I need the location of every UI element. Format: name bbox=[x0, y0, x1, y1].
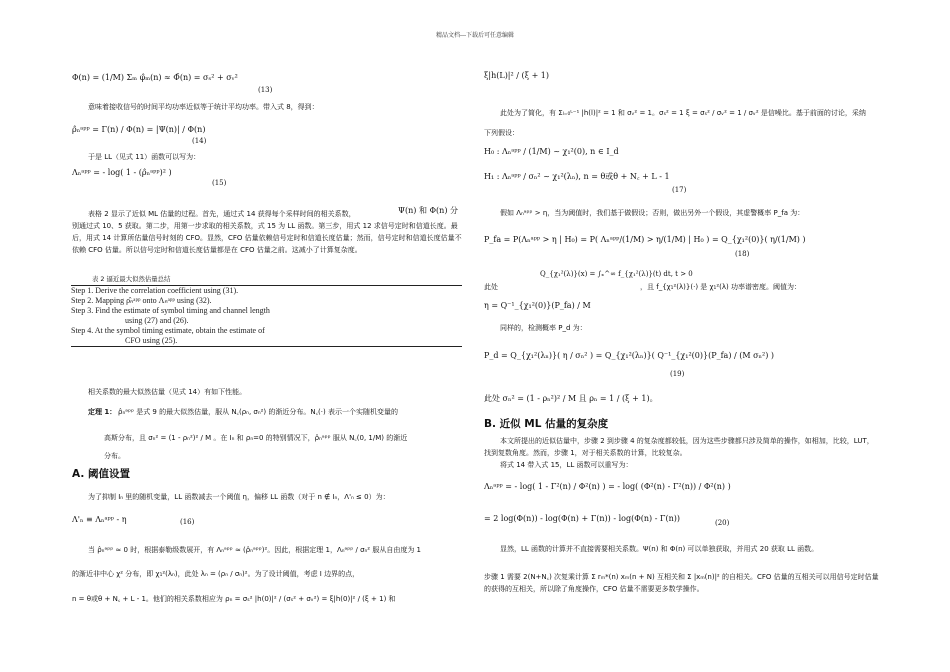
equation-18-number: (18) bbox=[735, 250, 750, 258]
equation-17-number: (17) bbox=[672, 186, 687, 194]
right-paragraph-6: 此处 σₙ² = (1 - ρₙ²)² / M 且 ρₙ = 1 / (ξ + 1)。 bbox=[484, 394, 658, 403]
equation-14: ρ̂ₙᵃᵖᵖ = Γ(n) / Φ(n) = |Ψ(n)| / Φ(n) bbox=[72, 125, 206, 134]
right-paragraph-4a: 此处 bbox=[484, 283, 498, 291]
equation-13-number: (13) bbox=[258, 86, 273, 94]
right-paragraph-3: 假如 Λₙᵃᵖᵖ > η，当为阈值时，我们基于做假设；否则，做出另外一个假设，其虚警概率 P_fa 为： bbox=[500, 209, 805, 217]
right-paragraph-5: 同样的，检测概率 P_d 为： bbox=[500, 324, 587, 332]
equation-19-number: (19) bbox=[670, 370, 685, 378]
paragraph-2: 于是 LL（见式 11）函数可以写为： bbox=[88, 153, 201, 161]
right-paragraph-2: 下列假设： bbox=[484, 129, 519, 137]
equation-19: P_d = Q_{χ₁²(λₙ)}( η / σₙ² ) = Q_{χ₁²(λₙ)}( Q⁻¹_{χ₁²(0)}(P_fa) / (M σₙ²) ) bbox=[484, 351, 774, 360]
theorem-label: 定理 1： bbox=[88, 408, 117, 416]
right-paragraph-1: 此处为了简化，有 Σₗ₌₀ᴸ⁻¹ |h(l)|² = 1 和 σᵥ² = 1。σₛ² = 1 ξ = σₛ² / σᵥ² = 1 / σᵥ² 是信噪比。基于前面的讨论，采纳 bbox=[500, 109, 866, 117]
table-step-2: Step 2. Mapping ρ̂ₙᵃᵖᵖ onto Λₙᵃᵖᵖ using (32). bbox=[71, 296, 212, 305]
paragraph-6-line3: n = θ或θ + N꜀ + L - 1。他们的相关系数相应为 ρₙ = σₛ² |h(0)|² / (σₛ² + σᵥ²) = ξ|h(0)|² / (ξ + 1) 和 bbox=[72, 595, 396, 603]
equation-15: Λₙᵃᵖᵖ = - log( 1 - (ρ̂ₙᵃᵖᵖ)² ) bbox=[72, 168, 172, 177]
theorem-line-2: 高斯分布，且 σₙ² = (1 - ρₙ²)² / M 。在 Iₙ 和 ρₙ=0 的特别情况下，ρ̂ₙᵃᵖᵖ 服从 N꜀(0, 1/M) 的渐近 bbox=[104, 434, 408, 442]
right-paragraph-9: 显然，LL 函数的计算并不直接需要相关系数。Ψ(n) 和 Φ(n) 可以单独获取，并用式 20 获取 LL 函数。 bbox=[500, 545, 819, 553]
table-step-4: Step 4. At the symbol timing estimate, obtain the estimate of bbox=[71, 326, 265, 335]
section-b-heading: B. 近似 ML 估量的复杂度 bbox=[484, 418, 609, 430]
right-paragraph-8: 将式 14 带入式 15，LL 函数可以重写为： bbox=[500, 461, 633, 469]
paragraph-4: 相关系数的最大似然估量（见式 14）有如下性能。 bbox=[88, 388, 247, 396]
paragraph-5: 为了抑制 Iₙ 里的随机变量，LL 函数减去一个阈值 η，偏移 LL 函数（对于 n ∉ Iₙ，Λ'ₙ ≤ 0）为： bbox=[88, 493, 390, 501]
summary-table bbox=[71, 285, 462, 347]
theorem-line-3: 分布。 bbox=[104, 452, 125, 460]
paragraph-3-body: 别通过式 10、5 获取。第二步，用第一步求取的相关系数，式 15 为 LL 函数。第三步，用式 12 求信号定时和信道长度。最后，用式 14 计算所估量信号时刻的 CFO。显然，CFO 估量依赖信号定时和信道长度估量；然而，信号定时和信道长度估量不依赖 CFO 估量。所以信号定时和信道长度估量都是在 CFO 估量之前。这减小了计算复杂度。 bbox=[72, 222, 462, 254]
equation-16: Λ'ₙ ≡ Λₙᵃᵖᵖ - η bbox=[72, 515, 127, 524]
table-caption: 表 2 逼近最大似然估量总结 bbox=[92, 275, 171, 283]
paragraph-6-line2: 的渐近非中心 χ² 分布，即 χ₁²(λₙ)，此处 λₙ = (ρₙ / σₙ)²。为了设计阈值，考虑 I 边界的点， bbox=[72, 570, 360, 578]
right-eq-continued: ξ|h(L)|² / (ξ + 1) bbox=[484, 71, 550, 80]
q-function-def: Q_{χ₁²(λ)}(x) = ∫ₓ^∞ f_{χ₁²(λ)}(t) dt, t > 0 bbox=[540, 270, 693, 278]
equation-20-line1: Λₙᵃᵖᵖ = - log( 1 - Γ²(n) / Φ²(n) ) = - log( (Φ²(n) - Γ²(n)) / Φ²(n) ) bbox=[484, 482, 731, 491]
table-step-4-cont: CFO using (25). bbox=[125, 336, 178, 345]
table-step-1: Step 1. Derive the correlation coefficient using (31). bbox=[71, 286, 239, 295]
equation-13: Φ(n) = (1/M) Σₘ φ̂ₘ(n) ≈ Φ̄(n) = σₛ² + σᵥ² bbox=[72, 73, 238, 82]
paragraph-3-symbols: Ψ(n) 和 Φ(n) 分 bbox=[398, 206, 458, 215]
equation-14-number: (14) bbox=[192, 137, 207, 145]
page-header: 精品文档---下载后可任意编辑 bbox=[435, 32, 515, 39]
right-paragraph-10: 步骤 1 需要 2(N+N꜀) 次复乘计算 Σ rₘ*(n) xₘ(n + N) 互相关和 Σ |xₘ(n)|² 的自相关。CFO 估量的互相关可以用信号定时估量的获得的互相关，所以除了角度操作，CFO 估量不需要更多数学操作。 bbox=[484, 573, 879, 593]
theorem-line-1: ρ̂ₙᵃᵖᵖ 是式 9 的最大似然估量，服从 N꜀(ρₙ, σₙ²) 的渐近分布。N꜀(·) 表示一个实随机变量的 bbox=[118, 408, 398, 416]
right-paragraph-7: 本文所提出的近似估量中，步骤 2 到步骤 4 的复杂度都较低，因为这些步骤都只涉及简单的操作，如相加，比较，LUT，找到复数角度。然而，步骤 1，对于相关系数的计算，比较复杂。 bbox=[484, 437, 874, 457]
equation-16-number: (16) bbox=[180, 518, 195, 526]
hypothesis-h0: H₀ : Λₙᵃᵖᵖ / (1/M) ~ χ₁²(0), n ∈ I_d bbox=[484, 147, 619, 156]
table-step-3: Step 3. Find the estimate of symbol timing and channel length bbox=[71, 306, 270, 315]
equation-20-number: (20) bbox=[715, 519, 730, 527]
hypothesis-h1: H₁ : Λₙᵃᵖᵖ / σₙ² ~ χ₁²(λₙ), n = θ或θ + N꜀ + L - 1 bbox=[484, 172, 670, 181]
equation-20-line2: = 2 log(Φ(n)) - log(Φ(n) + Γ(n)) - log(Φ(n) - Γ(n)) bbox=[484, 514, 680, 523]
paragraph-1: 意味着接收信号的时间平均功率近似等于统计平均功率。带入式 8，得到： bbox=[88, 103, 319, 111]
section-a-heading: A. 阈值设置 bbox=[72, 468, 130, 480]
equation-18: P_fa = P(Λₙᵃᵖᵖ > η | H₀) = P( Λₙᵃᵖᵖ/(1/M) > η/(1/M) | H₀ ) = Q_{χ₁²(0)}( η/(1/M) ) bbox=[484, 235, 806, 244]
paragraph-3-line1: 表格 2 显示了近似 ML 估量的过程。首先，通过式 14 获得每个采样时间的相关系数， bbox=[88, 210, 356, 218]
right-paragraph-4b: ，且 f_{χ₁²(λ)}(·) 是 χ₁²(λ) 功率谱密度。阈值为： bbox=[640, 283, 801, 291]
paragraph-6-line1: 当 ρ̂ₙᵃᵖᵖ ≈ 0 时，根据泰勒级数展开，有 Λₙᵃᵖᵖ ≈ (ρ̂ₙᵃᵖᵖ)²。因此，根据定理 1，Λₙᵃᵖᵖ / σₙ² 服从自由度为 1 bbox=[88, 546, 422, 554]
table-step-3-cont: using (27) and (26). bbox=[125, 316, 189, 325]
equation-eta: η = Q⁻¹_{χ₁²(0)}(P_fa) / M bbox=[484, 301, 591, 310]
equation-15-number: (15) bbox=[212, 179, 227, 187]
